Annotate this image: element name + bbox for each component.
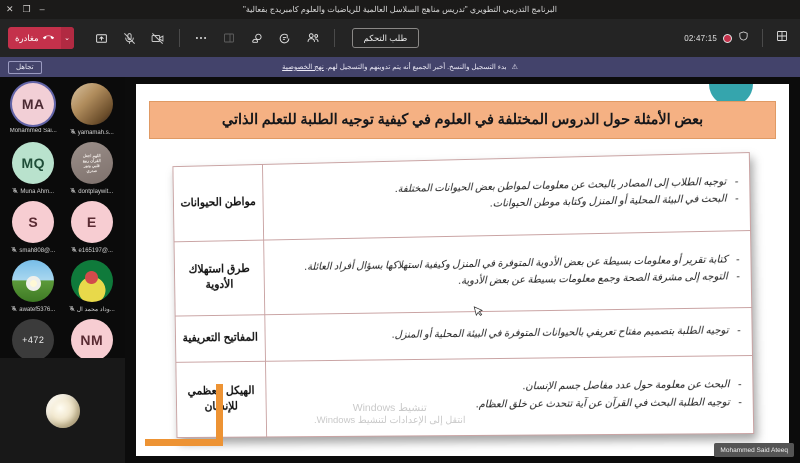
avatar-initials: E xyxy=(86,214,97,230)
participant-tile[interactable] xyxy=(63,260,122,314)
participant-name-label: Muna Ahm... xyxy=(20,188,55,195)
table-row xyxy=(176,356,754,438)
microphone-muted-icon xyxy=(70,187,76,196)
participant-name-label: Mohammed Sai... xyxy=(9,128,57,134)
participant-name-label: dontplaywit... xyxy=(78,188,114,195)
shield-icon[interactable] xyxy=(738,29,749,47)
avatar-initials: NM xyxy=(80,332,104,348)
microphone-muted-icon xyxy=(11,246,17,255)
reactions-icon[interactable] xyxy=(246,27,268,49)
notice-content xyxy=(0,63,800,71)
table-row-header: مواطن الحيوانات xyxy=(173,164,264,241)
avatar-flower xyxy=(26,276,41,291)
participant-roster xyxy=(0,77,125,463)
participant-tile[interactable] xyxy=(4,83,63,137)
table-row-header: المفاتيح التعريفية xyxy=(175,315,265,363)
window-title: البرنامج التدريبي التطويري "تدريس مناهج السلاسل العالمية للرياضيات والعلوم كامبريدج بفعالية" xyxy=(242,5,558,14)
shared-content-area[interactable] xyxy=(125,77,800,463)
participant-avatar xyxy=(71,201,113,243)
participant-name xyxy=(69,305,115,314)
participant-name xyxy=(70,187,113,196)
activity-item: - البحث عن معلومة حول عدد مفاصل جسم الإنسان. xyxy=(272,377,744,397)
activity-item: - البحث في البيئة المحلية أو المنزل وكتابة موطن الحيوانات. xyxy=(269,192,741,217)
close-icon[interactable]: ✕ xyxy=(6,4,14,14)
self-video-tile[interactable] xyxy=(0,358,125,463)
presentation-slide xyxy=(136,84,789,456)
more-options-icon[interactable] xyxy=(190,27,212,49)
minimize-icon[interactable]: – xyxy=(39,4,45,14)
participant-name xyxy=(11,305,55,314)
table-cell-activities xyxy=(264,230,752,315)
participant-avatar xyxy=(71,319,113,361)
microphone-muted-icon xyxy=(70,128,76,137)
participant-tile[interactable] xyxy=(4,142,63,196)
leave-label: مغادرة xyxy=(15,32,39,43)
participant-tile[interactable] xyxy=(63,201,122,255)
meeting-timer: 02:47:15 xyxy=(684,33,717,43)
meeting-stage xyxy=(0,77,800,463)
microphone-muted-icon[interactable] xyxy=(119,27,141,49)
participant-name xyxy=(12,187,54,196)
participant-tile[interactable] xyxy=(63,83,122,137)
participant-tile[interactable] xyxy=(63,142,122,196)
activity-list xyxy=(271,323,743,345)
participant-avatar xyxy=(12,83,54,125)
activity-item: - التوجه إلى مشرفة الصحة وجمع معلومات بسيطة عن بعض الأدوية. xyxy=(270,269,742,292)
window-controls xyxy=(0,5,45,14)
leave-dropdown-caret[interactable]: ⌄ xyxy=(61,27,74,49)
participant-avatar xyxy=(71,83,113,125)
watermark-line-2: انتقل إلى الإعدادات لتنشيط Windows. xyxy=(314,415,466,427)
participant-name-label: e165197@... xyxy=(78,247,113,254)
slide-table xyxy=(172,152,754,438)
hangup-icon xyxy=(43,32,54,45)
participant-avatar xyxy=(71,260,113,302)
participant-name-label: وداد محمد ال... xyxy=(76,307,115,313)
microphone-muted-icon xyxy=(11,305,17,314)
recording-indicator-icon[interactable] xyxy=(723,34,732,43)
participant-avatar xyxy=(12,260,54,302)
share-screen-icon[interactable] xyxy=(91,27,113,49)
avatar-initials: +472 xyxy=(22,335,45,345)
avatar-photo-text: اللهم اجعل القرآن ربيع قلبي ونور صدري xyxy=(82,153,101,173)
self-avatar xyxy=(46,394,80,428)
toolbar-divider-2 xyxy=(334,29,335,47)
participant-avatar xyxy=(71,142,113,184)
people-icon[interactable] xyxy=(302,27,324,49)
table-cell-activities xyxy=(265,356,753,437)
participant-tile[interactable] xyxy=(4,260,63,314)
participant-name xyxy=(10,128,57,134)
meeting-toolbar xyxy=(0,19,800,57)
table-row-header: طرق استهلاك الأدوية xyxy=(174,240,265,317)
notice-text: بدء التسجيل والنسخ. أخبر الجميع أنه يتم تدوينهم والتسجيل لهم. xyxy=(325,64,507,71)
toolbar-right-cluster xyxy=(684,29,792,47)
avatar-initials: S xyxy=(28,214,39,230)
participant-name-label: yamamah.s... xyxy=(77,129,114,136)
activity-item: - توجيه الطلاب إلى المصادر بالبحث عن معلومات لمواطن بعض الحيوانات المختلفة. xyxy=(269,174,740,200)
table-row xyxy=(175,308,752,363)
participant-name xyxy=(11,246,55,255)
overflow-count-avatar xyxy=(12,319,54,361)
layout-grid-icon[interactable] xyxy=(776,29,788,47)
slide-title: بعض الأمثلة حول الدروس المختلفة في العلوم في كيفية توجيه الطلبة للتعلم الذاتي xyxy=(149,101,776,139)
participant-name xyxy=(71,246,113,255)
leave-button-group[interactable] xyxy=(8,27,74,49)
avatar-initials: MA xyxy=(21,96,45,112)
privacy-policy-link[interactable]: نهج الخصوصية xyxy=(282,64,324,71)
activity-item: - كتابة تقرير أو معلومات بسيطة عن بعض الأدوية المتوفرة في المنزل وكيفية استهلاكها بسؤال أفراد العائلة. xyxy=(270,252,742,276)
table-cell-activities xyxy=(262,153,750,240)
participant-avatar xyxy=(12,201,54,243)
camera-off-icon[interactable] xyxy=(147,27,169,49)
request-control-button[interactable]: طلب التحكم xyxy=(352,28,420,48)
avatar-cartoon xyxy=(85,271,98,284)
breakout-rooms-icon[interactable] xyxy=(218,27,240,49)
window-title-bar xyxy=(0,0,800,19)
table-row-header: الهيكل العظمي للإنسان xyxy=(176,362,267,438)
toolbar-divider xyxy=(179,29,180,47)
restore-icon[interactable]: ❐ xyxy=(22,4,31,14)
activity-item: - توجيه الطلبة البحث في القرآن عن آية تتحدث عن خلق العظام. xyxy=(272,395,744,414)
recording-notice-bar xyxy=(0,57,800,77)
chat-icon[interactable] xyxy=(274,27,296,49)
participant-tile[interactable] xyxy=(4,201,63,255)
activity-item: - توجيه الطلبة بتصميم مفتاح تعريفي بالحيوانات المتوفرة في البيئة المحلية أو المنزل. xyxy=(271,323,743,345)
activity-list xyxy=(269,174,741,217)
microphone-muted-icon xyxy=(71,246,77,255)
table-row xyxy=(174,230,752,316)
orange-corner-decoration xyxy=(145,384,223,446)
slide-table-wrapper xyxy=(172,152,754,438)
activity-list xyxy=(270,252,742,293)
participant-name-label: awatef5376... xyxy=(19,306,56,313)
warning-icon: ⚠ xyxy=(511,64,518,71)
avatar-initials: MQ xyxy=(21,155,46,171)
microphone-muted-icon xyxy=(12,187,18,196)
participant-grid xyxy=(4,83,121,373)
table-row xyxy=(173,153,751,242)
leave-button[interactable] xyxy=(8,27,61,49)
table-cell-activities xyxy=(265,308,753,362)
watermark-line-1: تنشيط Windows xyxy=(352,402,427,415)
participant-avatar xyxy=(12,142,54,184)
toolbar-divider-3 xyxy=(762,29,763,47)
participant-name-label: smah808@... xyxy=(19,247,56,254)
participant-name xyxy=(70,128,114,137)
activity-list xyxy=(272,377,744,414)
presenter-name-tag: Mohammed Said Ateeq xyxy=(714,443,794,457)
microphone-muted-icon xyxy=(69,305,75,314)
dismiss-notice-button[interactable]: تجاهل xyxy=(8,61,42,74)
